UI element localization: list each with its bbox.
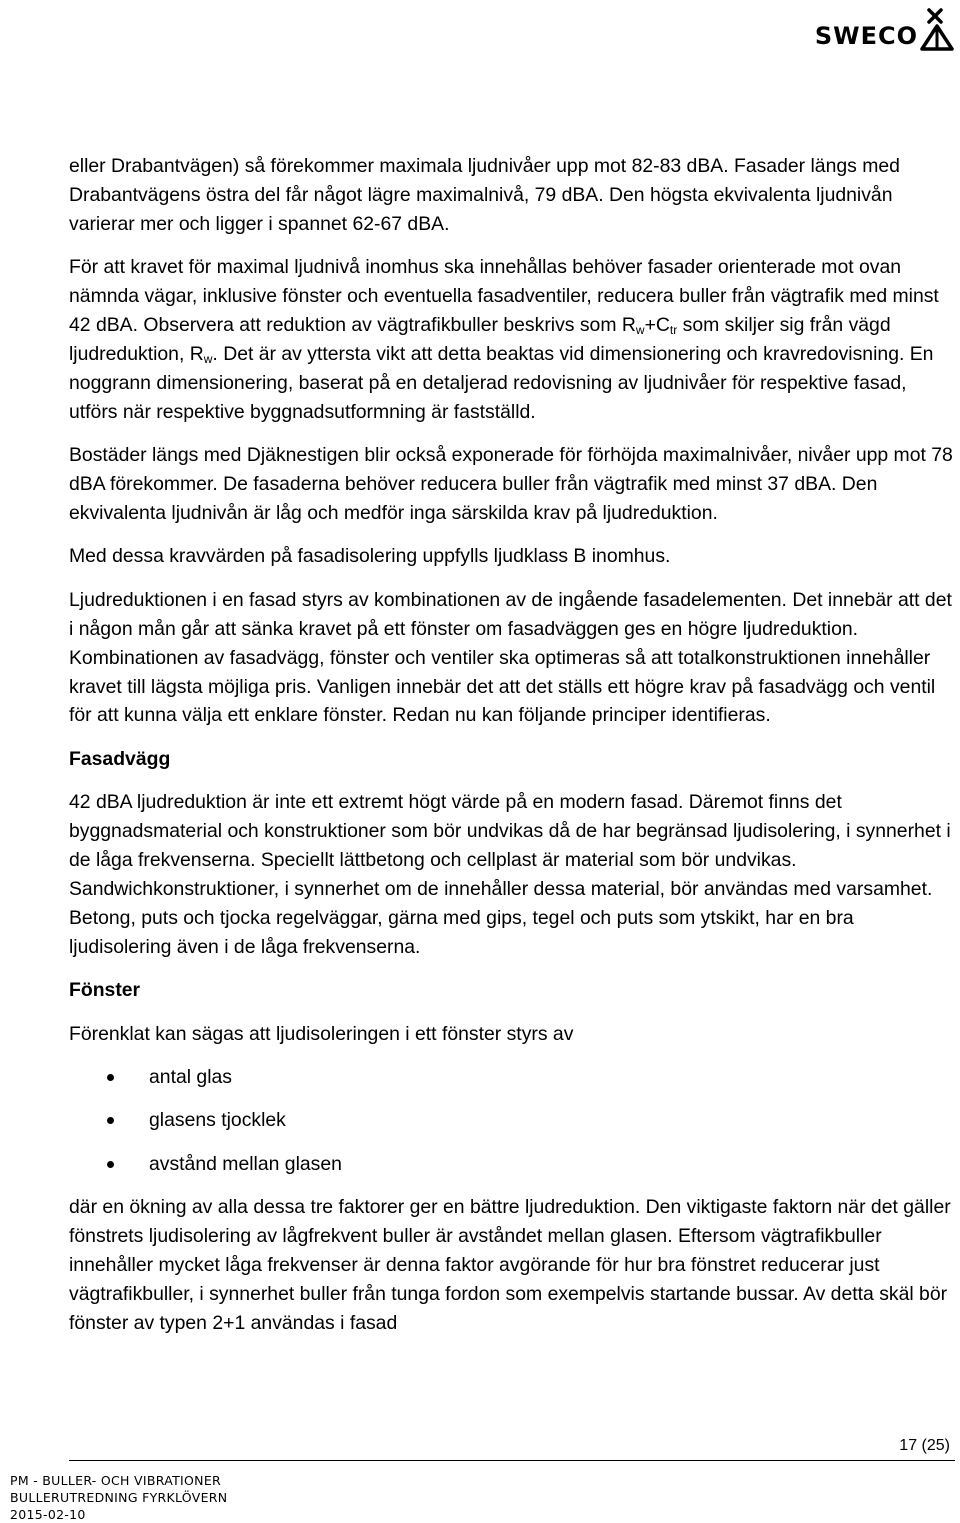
list-item	[69, 1106, 955, 1135]
paragraph-requirement	[69, 253, 955, 426]
heading-fasadvagg: Fasadvägg	[69, 747, 171, 770]
paragraph-text: . Det är av yttersta vikt att detta beaktas vid dimensionering och kravredovisning. En noggrann dimensionering, baserat på en detaljerad redovisning av ljudnivåer för respektive fasad, utförs när respektive byggnadsutformning är fastställd.	[69, 342, 934, 423]
footer-project-name: BULLERUTREDNING FYRKLÖVERN	[10, 1490, 228, 1505]
footer-date: 2015-02-10	[10, 1507, 86, 1522]
heading-fonster: Fönster	[69, 979, 141, 1002]
bullet-icon	[107, 1117, 114, 1124]
subscript-tr: tr	[669, 323, 678, 338]
symbol-r: R	[189, 342, 204, 365]
bullet-list	[69, 1063, 955, 1179]
list-item-text: glasens tjocklek	[149, 1109, 286, 1132]
footer	[10, 1472, 227, 1523]
symbol-r: R	[621, 314, 636, 337]
paragraph-fonster-detail: där en ökning av alla dessa tre faktorer ger en bättre ljudreduktion. Den viktigaste faktorn när det gäller fönstrets ljudisolering av lågfrekvent buller är avståndet mellan glasen. Eftersom vägtrafikbuller innehåller mycket låga frekvenser är denna faktor avgörande för hur bra fönstret reducerar just vägtrafikbuller, i synnerhet buller från tunga fordon som exempelvis startande bussar. Av detta skäl bör fönster av typen 2+1 användas i fasad	[69, 1196, 951, 1334]
list-item-text: avstånd mellan glasen	[149, 1152, 342, 1175]
sweco-logo	[815, 8, 954, 52]
paragraph-ljudklass: Med dessa kravvärden på fasadisolering uppfylls ljudklass B inomhus.	[69, 545, 671, 568]
footer-document-type: PM - BULLER- OCH VIBRATIONER	[10, 1473, 221, 1488]
subscript-w: w	[203, 351, 213, 366]
symbol-plus-c: +C	[644, 314, 670, 337]
list-item	[69, 1063, 955, 1092]
paragraph-text: För att kravet för maximal ljudnivå inomhus ska innehållas behöver fasader orienterade mot ovan nämnda vägar, inklusive fönster och eventuella fasadventiler, reducera buller från vägtrafik med minst 42 dBA. Observera att reduktion av vägtrafikbuller beskrivs som	[69, 256, 939, 337]
page-number: 17 (25)	[899, 1437, 950, 1454]
paragraph-text: som skiljer sig från vägd ljudreduktion,	[69, 314, 891, 365]
paragraph-fonster-intro: Förenklat kan sägas att ljudisoleringen i ett fönster styrs av	[69, 1022, 574, 1045]
paragraph-djaknestigen: Bostäder längs med Djäknestigen blir också exponerade för förhöjda maximalnivåer, nivåer upp mot 78 dBA förekommer. De fasaderna behöver reducera buller från vägtrafik med minst 37 dBA. Den ekvivalenta ljudnivån är låg och medför inga särskilda krav på ljudreduktion.	[69, 444, 953, 524]
sweco-mark-icon	[920, 8, 954, 52]
subscript-w: w	[635, 323, 645, 338]
list-item-text: antal glas	[149, 1065, 233, 1088]
document-body	[69, 152, 955, 1352]
paragraph-fasadelement: Ljudreduktionen i en fasad styrs av kombinationen av de ingående fasadelementen. Det innebär att det i någon mån går att sänka kravet på ett fönster om fasadväggen ges en högre ljudreduktion. Kombinationen av fasadvägg, fönster och ventiler ska optimeras så att totalkonstruktionen innehåller kravet till lägsta möjliga pris. Vanligen innebär det att det ställs ett högre krav på fasadvägg och ventil för att kunna välja ett enklare fönster. Redan nu kan följande principer identifieras.	[69, 588, 952, 727]
footer-divider	[69, 1460, 955, 1461]
paragraph-fasadvagg: 42 dBA ljudreduktion är inte ett extremt högt värde på en modern fasad. Däremot finns det byggnadsmaterial och konstruktioner som bör undvikas då de har begränsad ljudisolering, i synnerhet i de låga frekvenserna. Speciellt lättbetong och cellplast är material som bör undvikas. Sandwichkonstruktioner, i synnerhet om de innehåller dessa material, bör användas med varsamhet. Betong, puts och tjocka regelväggar, gärna med gips, tegel och puts som ytskikt, har en bra ljudisolering även i de låga frekvenserna.	[69, 791, 951, 958]
logo-text: SWECO	[814, 22, 918, 50]
bullet-icon	[107, 1161, 114, 1168]
paragraph-intro: eller Drabantvägen) så förekommer maximala ljudnivåer upp mot 82-83 dBA. Fasader längs med Drabantvägens östra del får något lägre maximalnivå, 79 dBA. Den högsta ekvivalenta ljudnivån varierar mer och ligger i spannet 62-67 dBA.	[69, 155, 900, 235]
list-item	[69, 1150, 955, 1179]
bullet-icon	[107, 1074, 114, 1081]
